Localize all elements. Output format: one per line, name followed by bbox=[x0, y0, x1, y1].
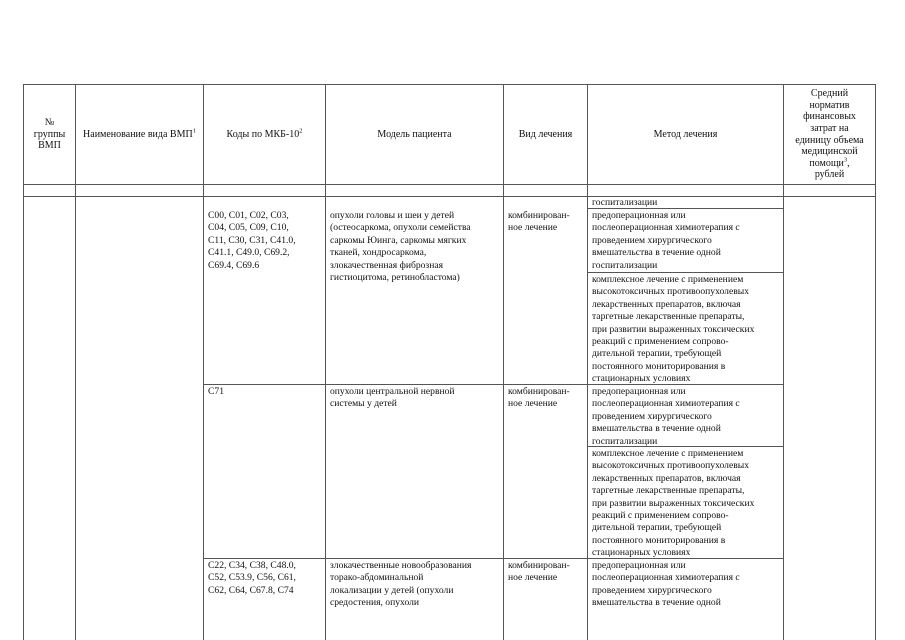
row-3-method-1: предоперационная или послеоперационная химиотерапия с проведением хирургического вмешательства в течение одной bbox=[592, 560, 740, 609]
row-2-treatment-type: комбинирован- ное лечение bbox=[508, 386, 570, 410]
header-cost-norm-label: Средний норматив финансовых затрат на единицу объема медицинской помощи bbox=[795, 88, 864, 169]
header-cost-norm-text bbox=[795, 88, 863, 181]
header-group-number-text: № группы ВМП bbox=[33, 117, 66, 152]
row-1-method-2: комплексное лечение с применением высокотоксичных противоопухолевых лекарственных препаратов, включая таргетные лекарственные препараты, при развитии выраженных токсических реакций с применением сопрово- дительной терапии, требующей постоянного мониторирования в стационарных условиях bbox=[592, 274, 755, 385]
row-2-method-2: комплексное лечение с применением высокотоксичных противоопухолевых лекарственных препаратов, включая таргетные лекарственные препараты, при развитии выраженных токсических реакций с применением сопрово- дительной терапии, требующей постоянного мониторирования в стационарных условиях bbox=[592, 448, 755, 559]
row-divider bbox=[587, 272, 783, 273]
footnote-marker: 2 bbox=[299, 127, 303, 135]
row-2-method-1: предоперационная или послеоперационная химиотерапия с проведением хирургического вмешательства в течение одной госпитализации bbox=[592, 386, 740, 447]
row-3-treatment-type: комбинирован- ное лечение bbox=[508, 560, 570, 584]
table-right-border bbox=[875, 84, 876, 640]
continuation-method-text: госпитализации bbox=[592, 197, 658, 208]
header-group-number bbox=[24, 85, 75, 184]
row-1-method-1: предоперационная или послеоперационная химиотерапия с проведением хирургического вмешательства в течение одной госпитализации bbox=[592, 210, 740, 271]
footnote-marker: 1 bbox=[192, 127, 196, 135]
row-1-treatment-type: комбинирован- ное лечение bbox=[508, 210, 570, 234]
header-patient-model bbox=[326, 85, 503, 184]
header-cost-norm bbox=[784, 85, 875, 184]
row-2-icd-codes: C71 bbox=[208, 386, 224, 397]
header-cost-norm-unit: , рублей bbox=[814, 157, 850, 181]
header-bottom-border bbox=[23, 184, 875, 185]
row-1-patient-model: опухоли головы и шеи у детей (остеосаркома, опухоли семейства саркомы Юинга, саркомы мягких тканей, хондросаркома, злокачественная фиброзная гистиоцитома, ретинобластома) bbox=[330, 210, 471, 284]
header-icd-codes bbox=[204, 85, 325, 184]
header-treatment-method-text: Метод лечения bbox=[653, 128, 718, 140]
row-3-icd-codes: C22, C34, C38, C48.0, C52, C53.9, C56, C61, C62, C64, C67.8, C74 bbox=[208, 560, 296, 596]
header-vmp-name bbox=[76, 85, 203, 184]
header-treatment-type-text: Вид лечения bbox=[518, 128, 573, 140]
header-vmp-name-text bbox=[83, 129, 196, 141]
header-vmp-name-label: Наименование вида ВМП bbox=[83, 128, 193, 140]
row-2-patient-model: опухоли центральной нервной системы у детей bbox=[330, 386, 455, 410]
header-treatment-type bbox=[504, 85, 587, 184]
footnote-marker: 3 bbox=[843, 156, 848, 164]
header-icd-codes-text bbox=[227, 129, 303, 141]
row-1-icd-codes: C00, C01, C02, C03, C04, C05, C09, C10, C11, C30, C31, C41.0, C41.1, C49.0, C69.2, C69.4, C69.6 bbox=[208, 210, 296, 271]
header-patient-model-text: Модель пациента bbox=[377, 128, 452, 140]
header-treatment-method bbox=[588, 85, 783, 184]
row-3-patient-model: злокачественные новообразования торако-абдоминальной локализации у детей (опухоли средостения, опухоли bbox=[330, 560, 472, 609]
header-icd-codes-label: Коды по МКБ-10 bbox=[226, 128, 300, 140]
